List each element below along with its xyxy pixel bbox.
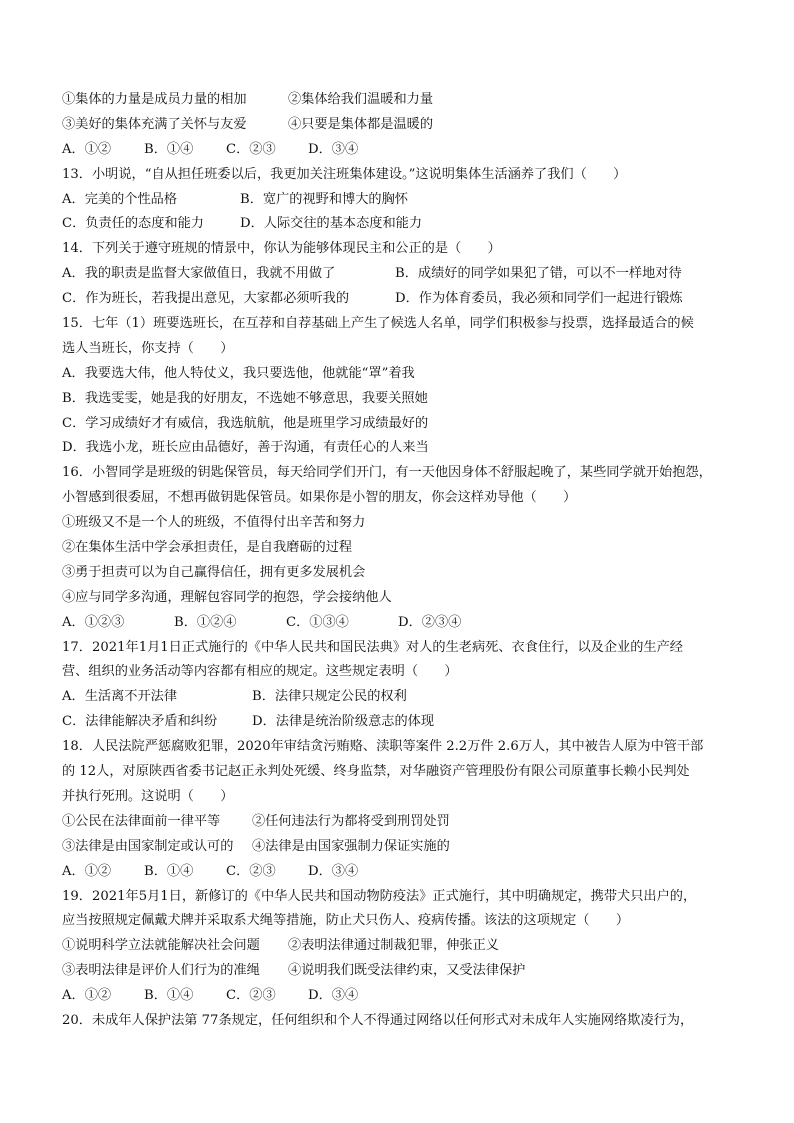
question-13-stem: 13．小明说，“自从担任班委以后，我更加关注班集体建设。”这说明集体生活涵养了我们（ ）: [62, 166, 627, 182]
question-17-stem-cont: 营、组织的业务活动等内容都有相应的规定。这些规定表明（ ）: [62, 664, 458, 680]
statement-row: [62, 810, 738, 835]
option-a: A．①②③: [62, 614, 125, 630]
statement: ②在集体生活中学会承担责任，是自我磨砺的过程: [62, 540, 353, 556]
option-a: A．①②: [62, 863, 112, 879]
option-d: D．②③④: [398, 614, 462, 630]
option-c: C．法律能解决矛盾和纠纷: [62, 714, 218, 730]
option-a: A．我要选大伟，他人特仗义，我只要选他，他就能“罩”着我: [62, 365, 415, 381]
question-18-stem-cont: 的 12人，对原陕西省委书记赵正永判处死缓、终身监禁，对华融资产管理股份有限公司原董事长赖小民判处: [62, 764, 690, 780]
statement: ④说明我们既受法律约束，又受法律保护: [288, 963, 526, 979]
option-a: A．①②: [62, 988, 112, 1004]
option-d: D．我选小龙，班长应由品德好，善于沟通，有责任心的人来当: [62, 440, 429, 456]
statement: ④法律是由国家强制力保证实施的: [252, 838, 450, 854]
question-18-stem: 18．人民法院严惩腐败犯罪，2020年审结贪污贿赂、渎职等案件 2.2万件 2.6万人，其中被告人原为中管干部: [62, 739, 704, 755]
option-a: A．我的职责是监督大家做值日，我就不用做了: [62, 266, 336, 282]
options-row: [62, 860, 738, 885]
option-b: B．①②④: [174, 614, 237, 630]
statement: ③表明法律是评价人们行为的准绳: [62, 963, 260, 979]
option-b: B．①④: [144, 863, 194, 879]
question-19-stem-cont: 应当按照规定佩戴犬牌并采取系犬绳等措施，防止犬只伤人、疫病传播。该法的这项规定（ ）: [62, 913, 630, 929]
option-a: A．生活离不开法律: [62, 689, 178, 705]
option-d: D．法律是统治阶级意志的体现: [252, 714, 435, 730]
options-row: [62, 212, 738, 237]
option-c: C．负责任的态度和能力: [62, 216, 204, 232]
statement: ④只要是集体都是温暖的: [288, 116, 434, 132]
question-19-stem: 19．2021年5月1日，新修订的《中华人民共和国动物防疫法》正式施行，其中明确规定，携带犬只出户的，: [62, 888, 697, 904]
option-d: D．人际交往的基本态度和能力: [240, 216, 423, 232]
option-c: C．作为班长，若我提出意见，大家都必须听我的: [62, 291, 350, 307]
option-c: C．②③: [226, 988, 276, 1004]
options-row: [62, 710, 738, 735]
option-d: D．③④: [308, 988, 359, 1004]
option-d: D．作为体育委员，我必须和同学们一起进行锻炼: [395, 291, 683, 307]
statement: ④应与同学多沟通，理解包容同学的抱怨，学会接纳他人: [62, 589, 392, 605]
options-row: [62, 262, 738, 287]
question-15-stem-cont: 选人当班长，你支持（ ）: [62, 340, 234, 356]
options-row: [62, 685, 738, 710]
question-15-stem: 15．七年（1）班要选班长，在互荐和自荐基础上产生了候选人名单，同学们积极参与投票，选择最适合的候: [62, 316, 694, 332]
statement-row: [62, 835, 738, 860]
statement: ①集体的力量是成员力量的相加: [62, 92, 247, 107]
question-14-stem: 14．下列关于遵守班规的情景中，你认为能够体现民主和公正的是（ ）: [62, 241, 501, 257]
question-17-stem: 17．2021年1月1日正式施行的《中华人民共和国民法典》对人的生老病死、衣食住行，以及企业的生产经: [62, 639, 683, 655]
option-b: B．①④: [144, 988, 194, 1004]
option-b: B．我选雯雯，她是我的好朋友，不选她不够意思，我要关照她: [62, 390, 428, 406]
question-16-stem: 16．小智同学是班级的钥匙保管员，每天给同学们开门，有一天他因身体不舒服起晚了，某些同学就开始抱怨，: [62, 465, 712, 481]
statement: ②集体给我们温暖和力量: [288, 92, 434, 107]
statement-row: [62, 959, 738, 984]
question-18-stem-cont: 并执行死刑。这说明（ ）: [62, 788, 234, 804]
statement: ③勇于担责可以为自己赢得信任，拥有更多发展机会: [62, 564, 366, 580]
statement-row: [62, 934, 738, 959]
option-a: A．完美的个性品格: [62, 191, 178, 207]
statement: ②任何违法行为都将受到刑罚处罚: [252, 813, 450, 829]
question-20-stem: 20．未成年人保护法第 77条规定，任何组织和个人不得通过网络以任何形式对未成年人实施网络欺凌行为，: [62, 1012, 694, 1028]
options-row: [62, 138, 738, 163]
option-d: D．③④: [308, 141, 359, 157]
option-b: B．成绩好的同学如果犯了错，可以不一样地对待: [395, 266, 682, 282]
option-c: C．②③: [226, 141, 276, 157]
exam-page: [62, 88, 738, 1034]
statement: ①班级又不是一个人的班级，不值得付出辛苦和努力: [62, 515, 366, 531]
statement: ②表明法律通过制裁犯罪，伸张正义: [288, 938, 499, 954]
option-c: C．②③: [226, 863, 276, 879]
statement: ①说明科学立法就能解决社会问题: [62, 938, 260, 954]
option-d: D．③④: [308, 863, 359, 879]
options-row: [62, 611, 738, 636]
option-b: B．法律只规定公民的权利: [252, 689, 407, 705]
option-c: C．①③④: [286, 614, 349, 630]
statement-row: [62, 113, 738, 138]
option-b: B．宽广的视野和博大的胸怀: [240, 191, 408, 207]
options-row: [62, 188, 738, 213]
statement: ③美好的集体充满了关怀与友爱: [62, 116, 247, 132]
option-a: A．①②: [62, 141, 112, 157]
options-row: [62, 984, 738, 1009]
statement: ①公民在法律面前一律平等: [62, 813, 221, 829]
option-c: C．学习成绩好才有威信，我选航航，他是班里学习成绩最好的: [62, 415, 429, 431]
option-b: B．①④: [144, 141, 194, 157]
options-row: [62, 287, 738, 312]
question-16-stem-cont: 小智感到很委屈，不想再做钥匙保管员。如果你是小智的朋友，你会这样劝导他（ ）: [62, 490, 577, 506]
statement: ③法律是由国家制定或认可的: [62, 838, 234, 854]
statement-row: [62, 88, 738, 113]
